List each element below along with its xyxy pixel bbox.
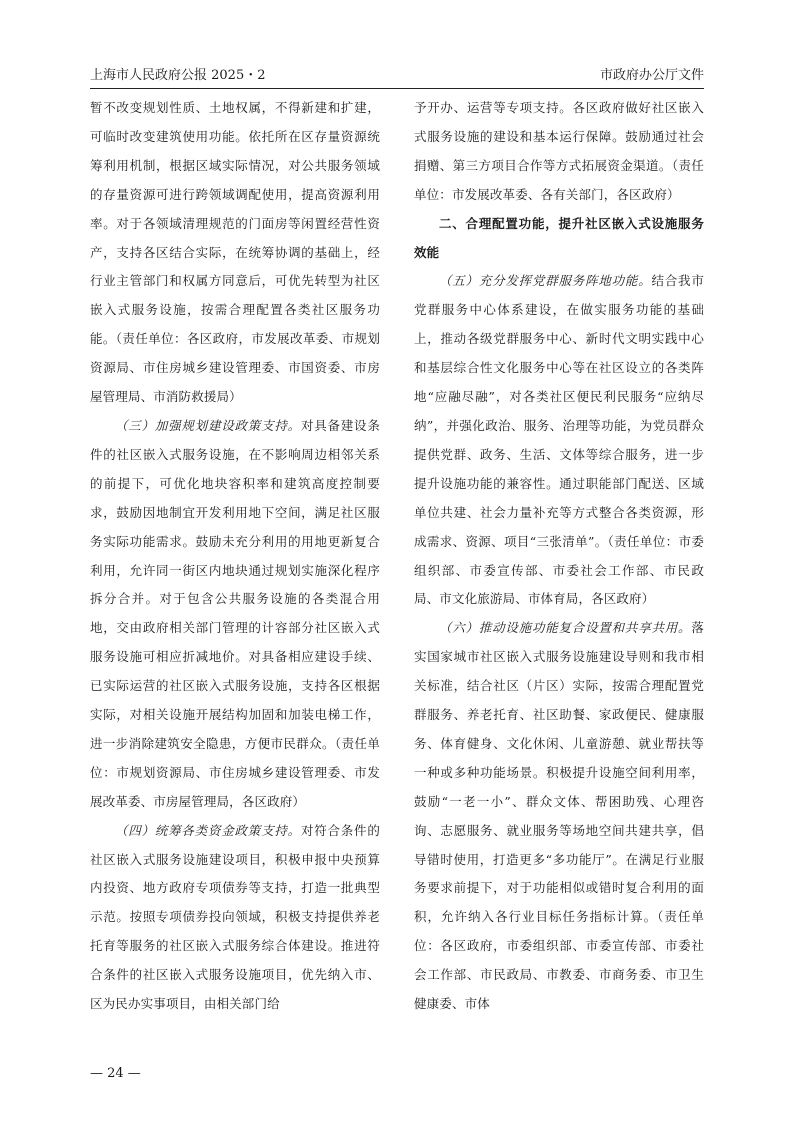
section-heading: 二、合理配置功能，提升社区嵌入式设施服务效能 <box>414 215 704 260</box>
paragraph-lead: （六）推动设施功能复合设置和共享共用。 <box>439 620 692 636</box>
paragraph-body: 对具备建设条件的社区嵌入式服务设施，在不影响周边相邻关系的前提下，可优化地块容积率和建筑高度控制要求，鼓励因地制宜开发利用地下空间，满足社区服务实际功能需求。鼓励未充分利用的用地更新复合利用，允许同一街区内地块通过规划实施深化程序拆分合并。对于包含公共服务设施的各类混合用地，交由政府相关部门管理的计容部分社区嵌入式服务设施可相应折减地价。对具备相应建设手续、已实际运营的社区嵌入式服务设施，支持各区根据实际，对相关设施开展结构加固和加装电梯工作，进一步消除建筑安全隐患，方便市民群众。（责任单位：市规划资源局、市住房城乡建设管理委、市发展改革委、市房屋管理局，各区政府） <box>90 417 380 809</box>
header-divider <box>90 88 704 89</box>
paragraph-body: 结合我市党群服务中心体系建设，在做实服务功能的基础上，推动各级党群服务中心、新时代文明实践中心和基层综合性文化服务中心等在社区设立的各类阵地“应融尽融”，对各类社区便民利民服务“应纳尽纳”，并强化政治、服务、治理等功能，为党员群众提供党群、政务、生活、文体等综合服务，进一步提升设施功能的兼容性。通过职能部门配送、区域单位共建、社会力量补充等方式整合各类资源，形成需求、资源、项目“三张清单”。（责任单位：市委组织部、市委宣传部、市委社会工作部、市民政局、市文化旅游局、市体育局，各区政府） <box>414 273 704 607</box>
paragraph-lead: （五）充分发挥党群服务阵地功能。 <box>439 273 652 289</box>
right-column <box>414 94 704 1019</box>
paragraph <box>90 817 380 1019</box>
paragraph: 予开办、运营等专项支持。各区政府做好社区嵌入式服务设施的建设和基本运行保障。鼓励通过社会捐赠、第三方项目合作等方式拓展资金渠道。（责任单位：市发展改革委、各有关部门，各区政府） <box>414 100 704 202</box>
paragraph: 暂不改变规划性质、土地权属，不得新建和扩建，可临时改变建筑使用功能。依托所在区存量资源统筹利用机制，根据区域实际情况，对公共服务领域的存量资源可进行跨领域调配使用，提高资源利用率。对于各领域清理规范的门面房等闲置经营性资产，支持各区结合实际，在统筹协调的基础上，经行业主管部门和权属方同意后，可优先转型为社区嵌入式服务设施，按需合理配置各类社区服务功能。（责任单位：各区政府，市发展改革委、市规划资源局、市住房城乡建设管理委、市国资委、市房屋管理局、市消防救援局） <box>90 100 380 405</box>
paragraph-lead: （三）加强规划建设政策支持。 <box>115 417 301 433</box>
paragraph <box>414 614 704 1019</box>
left-column <box>90 94 380 1019</box>
paragraph-lead: （四）统筹各类资金政策支持。 <box>115 822 301 838</box>
page-header <box>90 67 704 87</box>
section-title: 市政府办公厅文件 <box>599 68 704 83</box>
journal-title: 上海市人民政府公报 2025・2 <box>90 68 266 83</box>
page-number: — 24 — <box>90 1066 141 1081</box>
paragraph <box>414 267 704 614</box>
paragraph <box>90 412 380 817</box>
paragraph-body: 对符合条件的社区嵌入式服务设施建设项目，积极申报中央预算内投资、地方政府专项债券等支持，打造一批典型示范。按照专项债券投向领域，积极支持提供养老托育等服务的社区嵌入式服务综合体建设。推进符合条件的社区嵌入式服务设施项目，优先纳入市、区为民办实事项目，由相关部门给 <box>90 822 380 1012</box>
paragraph-body: 落实国家城市社区嵌入式服务设施建设导则和我市相关标准，结合社区（片区）实际，按需合理配置党群服务、养老托育、社区助餐、家政便民、健康服务、体育健身、文化休闲、儿童游憩、就业帮扶等一种或多种功能场景。积极提升设施空间利用率，鼓励“一老一小”、群众文体、帮困助残、心理咨询、志愿服务、就业服务等场地空间共建共享，倡导错时使用，打造更多“多功能厅”。在满足行业服务要求前提下，对于功能相似或错时复合利用的面积，允许纳入各行业目标任务指标计算。（责任单位：各区政府，市委组织部、市委宣传部、市委社会工作部、市民政局、市教委、市商务委、市卫生健康委、市体 <box>414 620 704 1012</box>
